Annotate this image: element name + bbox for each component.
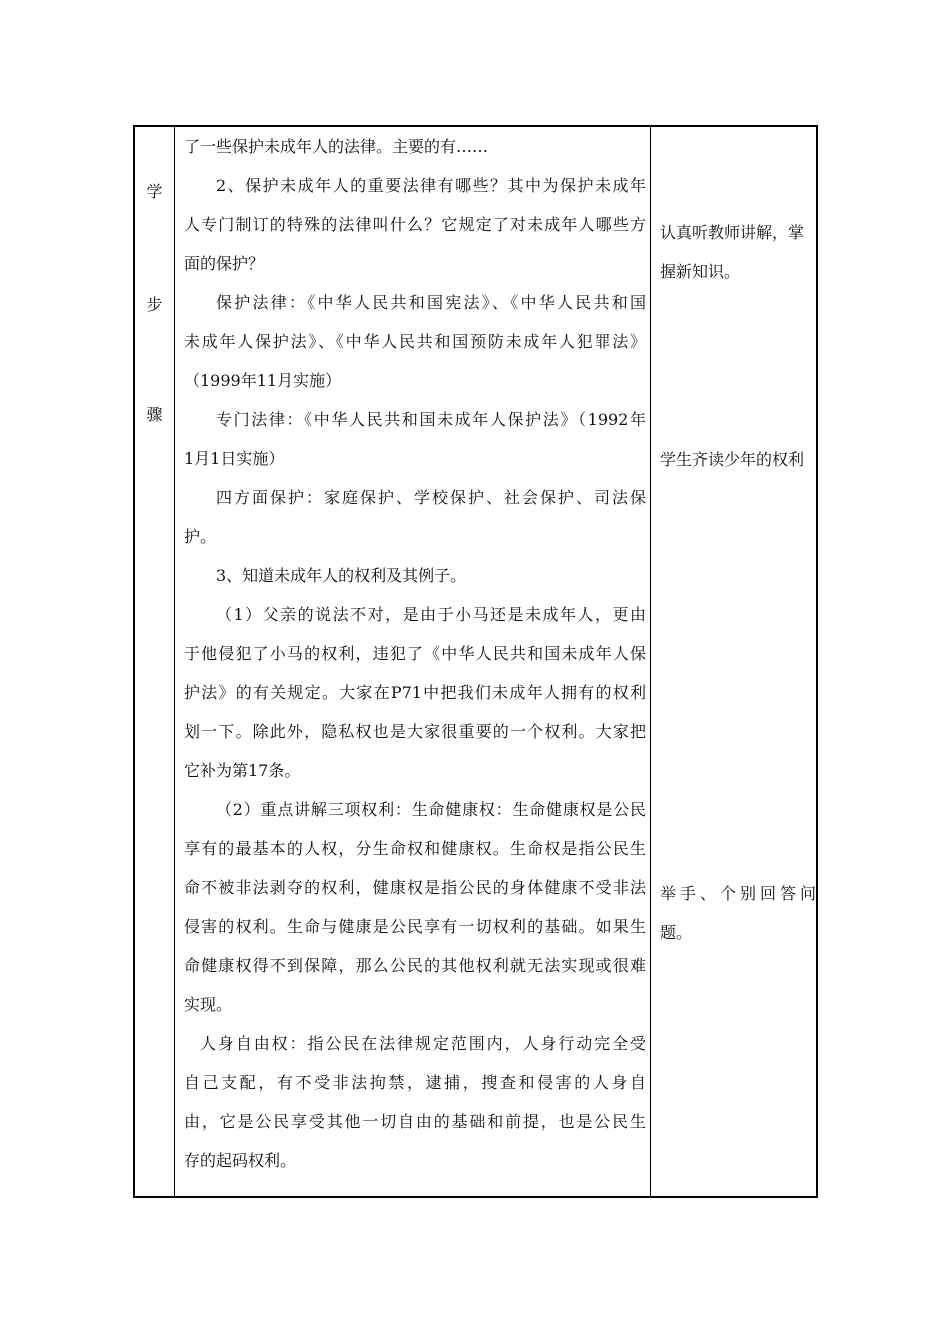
student-activity-note [660, 440, 816, 479]
text-line: 1月1日实施） [184, 449, 285, 468]
column-divider [174, 125, 175, 1198]
text-line: 3、知道未成年人的权利及其例子。 [216, 566, 467, 585]
text-line: 人身自由权：指公民在法律规定范围内，人身行动完全受 [200, 1034, 646, 1053]
student-activity-note [660, 874, 816, 952]
text-line: （1）父亲的说法不对，是由于小马还是未成年人，更由 [216, 605, 646, 624]
text-line: 命健康权得不到保障，那么公民的其他权利就无法实现或很难 [184, 956, 646, 975]
text-line: 题。 [660, 923, 693, 942]
text-line: 自己支配，有不受非法拘禁，逮捕，搜查和侵害的人身自 [184, 1073, 646, 1092]
text-line: 握新知识。 [660, 262, 741, 281]
text-line: 享有的最基本的人权，分生命权和健康权。生命权是指公民生 [184, 839, 646, 858]
column-divider [650, 125, 651, 1198]
text-line: （1999年11月实施） [184, 371, 342, 390]
text-line: 护法》的有关规定。大家在P71中把我们未成年人拥有的权利 [184, 683, 646, 702]
step-label-char: 骤 [146, 405, 163, 424]
text-line: 它补为第17条。 [184, 761, 301, 780]
text-line: 侵害的权利。生命与健康是公民享有一切权利的基础。如果生 [184, 917, 646, 936]
text-line: 人专门制订的特殊的法律叫什么？它规定了对未成年人哪些方 [184, 215, 646, 234]
text-line: 未成年人保护法》、《中华人民共和国预防未成年人犯罪法》 [184, 332, 646, 351]
text-line: 划一下。除此外，隐私权也是大家很重要的一个权利。大家把 [184, 722, 646, 741]
step-label-column [135, 127, 174, 1196]
text-line: 保护法律：《中华人民共和国宪法》、《中华人民共和国 [216, 293, 646, 312]
text-line: 于他侵犯了小马的权利，违犯了《中华人民共和国未成年人保 [184, 644, 646, 663]
text-line: 四方面保护：家庭保护、学校保护、社会保护、司法保 [216, 488, 646, 507]
step-label-char: 学 [146, 182, 163, 201]
text-line: 2、保护未成年人的重要法律有哪些？其中为保护未成年 [216, 176, 646, 195]
text-line: 认真听教师讲解，掌 [660, 223, 805, 242]
text-line: 专门法律：《中华人民共和国未成年人保护法》（1992年 [216, 410, 646, 429]
text-line: 由，它是公民享受其他一切自由的基础和前提，也是公民生 [184, 1112, 646, 1131]
text-line: 命不被非法剥夺的权利，健康权是指公民的身体健康不受非法 [184, 878, 646, 897]
text-line: 学生齐读少年的权利 [660, 450, 805, 469]
step-label-char: 步 [146, 295, 163, 314]
text-line: 了一些保护未成年人的法律。主要的有…… [184, 137, 489, 156]
text-line: 存的起码权利。 [184, 1151, 297, 1170]
text-line: （2）重点讲解三项权利：生命健康权：生命健康权是公民 [216, 800, 646, 819]
text-line: 举手、个别回答问 [660, 884, 816, 903]
text-line: 实现。 [184, 995, 233, 1014]
text-line: 面的保护？ [184, 254, 265, 273]
teaching-content [184, 127, 646, 1180]
text-line: 护。 [184, 527, 217, 546]
student-activity-note [660, 213, 816, 291]
